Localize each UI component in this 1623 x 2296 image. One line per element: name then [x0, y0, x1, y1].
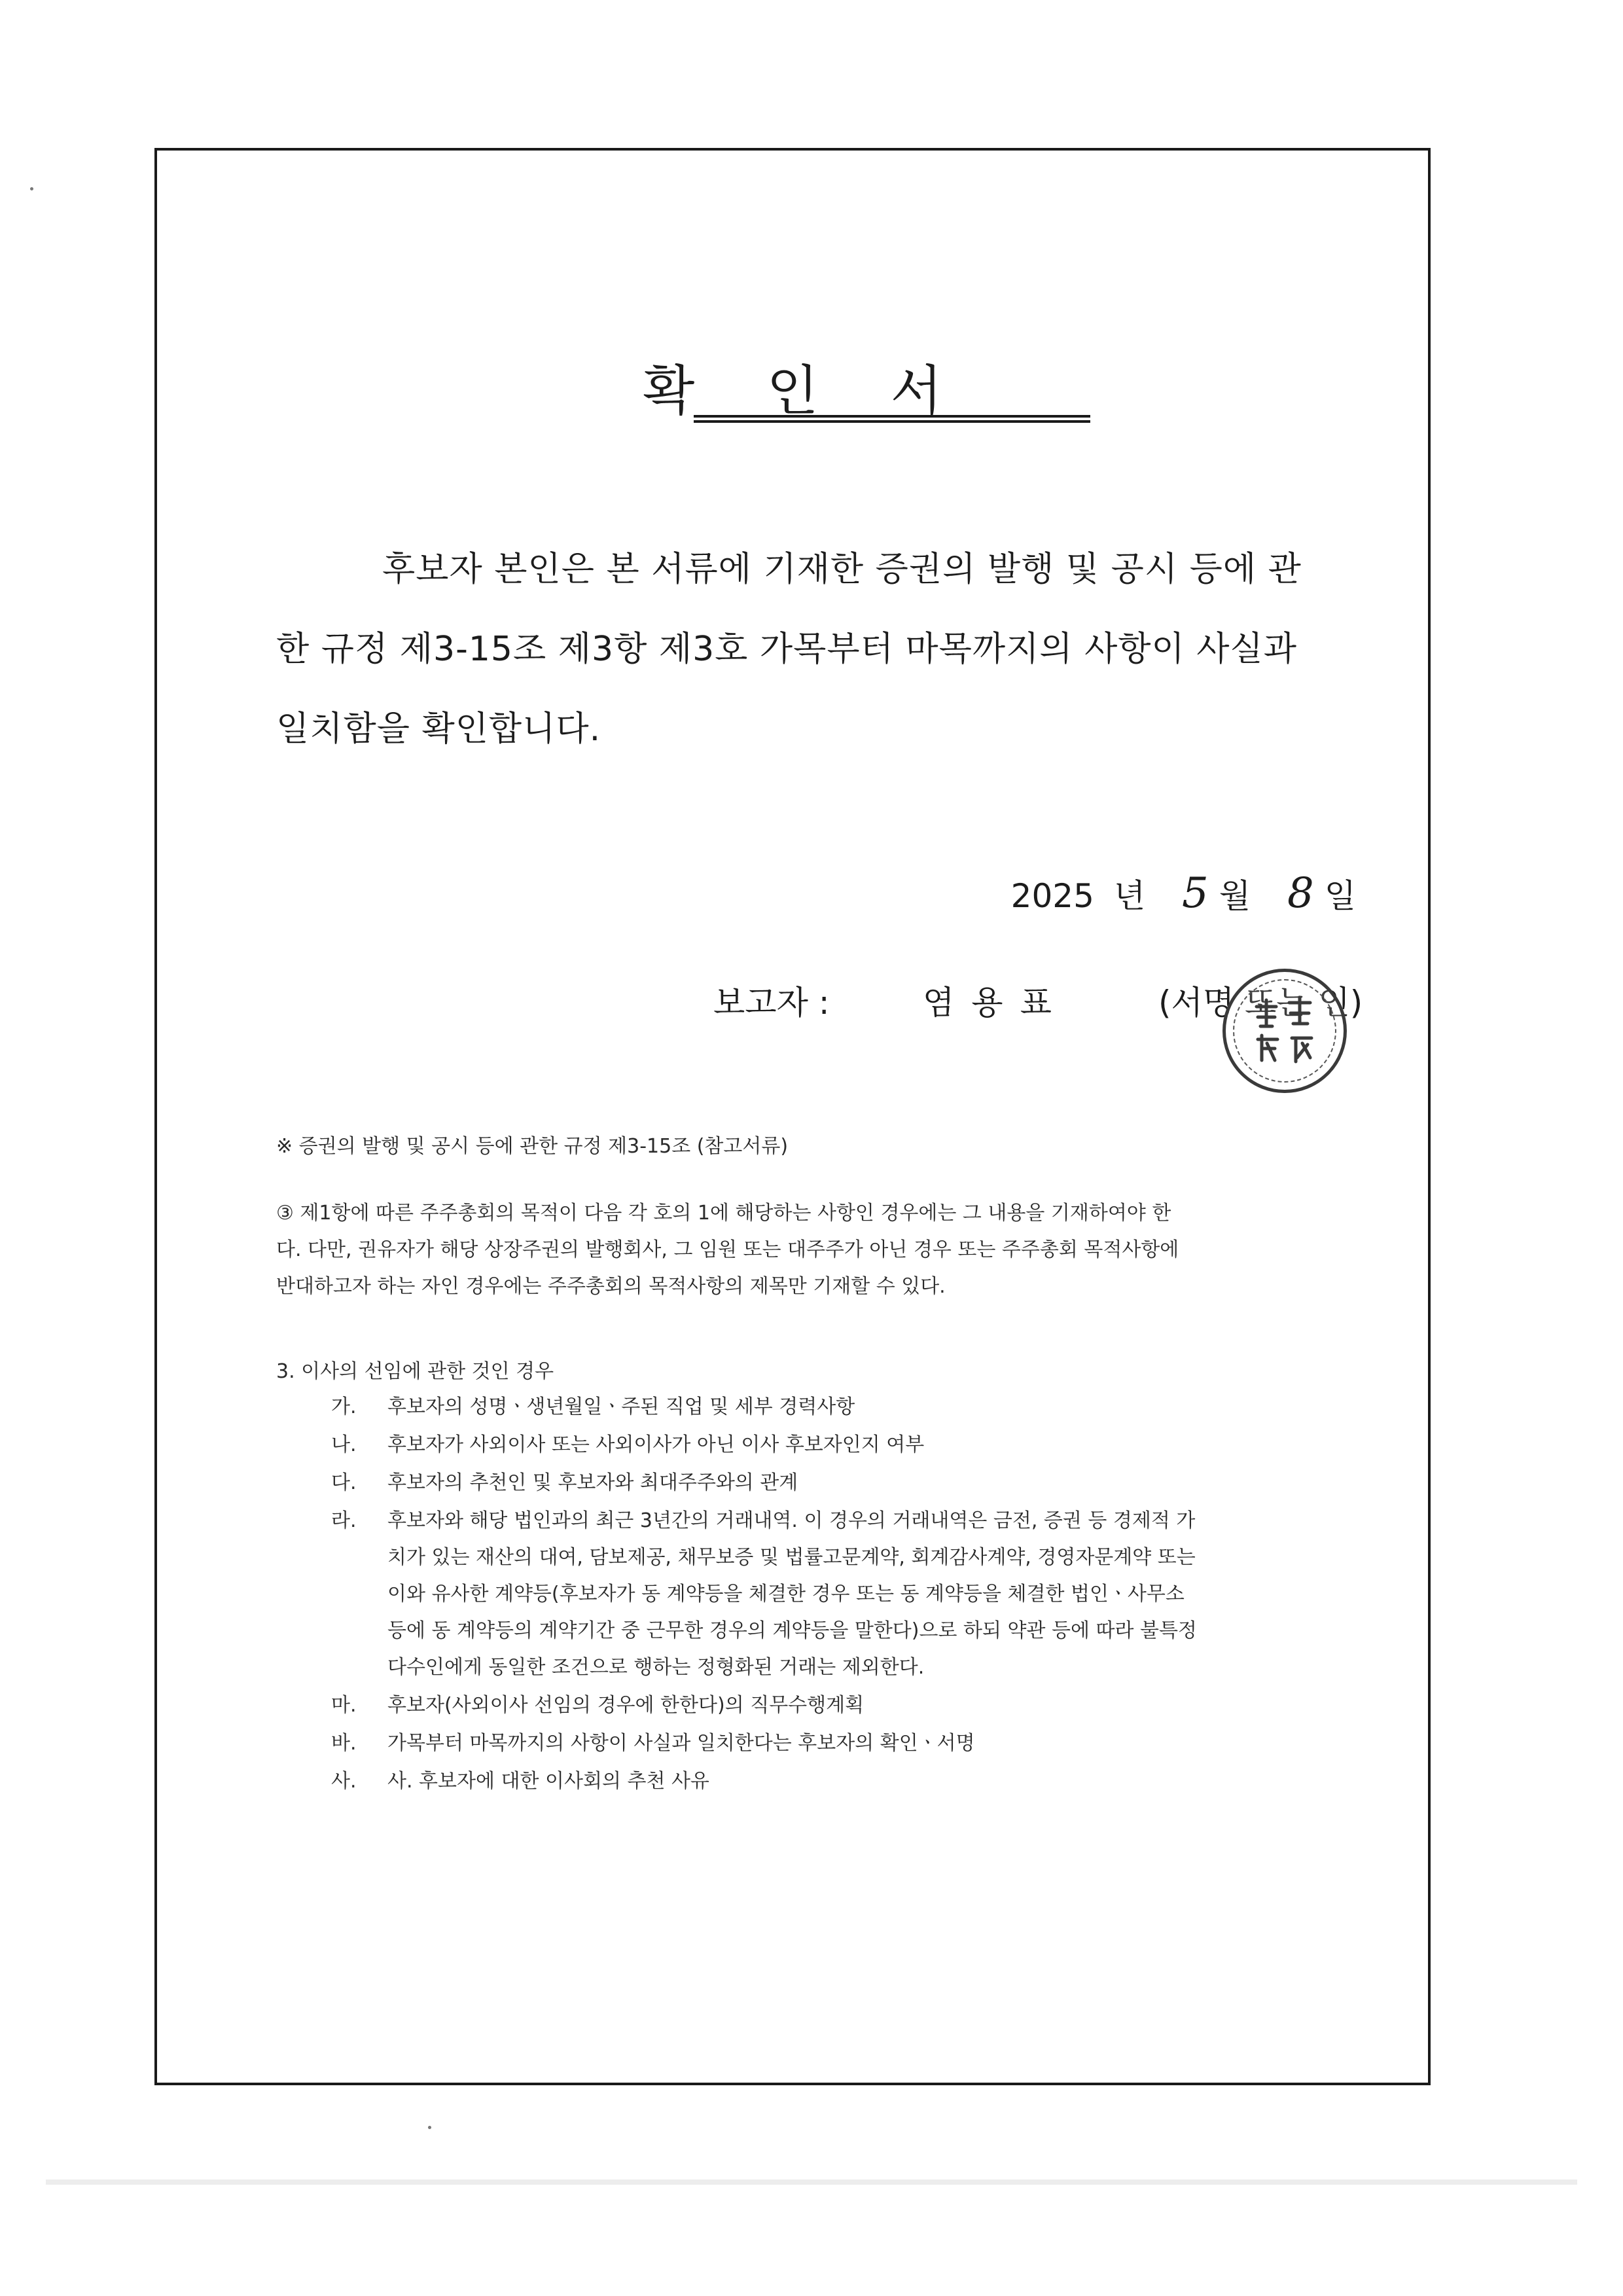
list-item-marker: 사. [331, 1770, 357, 1793]
title-underline [694, 415, 1090, 423]
list-item-marker: 마. [331, 1694, 357, 1717]
scan-bottom-edge [46, 2179, 1577, 2185]
list-item-text-continued: 다수인에게 동일한 조건으로 행하는 정형화된 거래는 제외한다. [387, 1656, 925, 1679]
list-item-text: 후보자와 해당 법인과의 최근 3년간의 거래내역. 이 경우의 거래내역은 금전, 증권 등 경제적 가 [387, 1509, 1196, 1532]
date-day-unit: 일 [1324, 877, 1356, 915]
date-month-handwritten: 5 [1182, 869, 1209, 918]
document-border [154, 148, 1431, 2085]
signature-label: (서명 또는 인) [1158, 984, 1363, 1022]
date-year-unit: 년 [1113, 877, 1146, 915]
scan-speck [428, 2126, 431, 2129]
list-item-marker: 다. [331, 1471, 357, 1494]
date-month-unit: 월 [1219, 877, 1251, 915]
list-item-marker: 나. [331, 1433, 357, 1456]
list-item-text: 가목부터 마목까지의 사항이 사실과 일치한다는 후보자의 확인ㆍ서명 [387, 1732, 975, 1755]
list-item-text: 후보자의 성명ㆍ생년월일ㆍ주된 직업 및 세부 경력사항 [387, 1395, 855, 1418]
seal-stamp-inner [1233, 979, 1336, 1083]
scan-speck [30, 187, 33, 190]
section-3-title: 3. 이사의 선임에 관한 것인 경우 [276, 1360, 554, 1383]
list-item-marker: 라. [331, 1509, 357, 1532]
statement-line-2: 한 규정 제3-15조 제3항 제3호 가목부터 마목까지의 사항이 사실과 [276, 630, 1297, 669]
statement-line-3: 일치함을 확인합니다. [276, 709, 601, 749]
date-line [1011, 869, 1356, 918]
paragraph-line-1: ③ 제1항에 따른 주주총회의 목적이 다음 각 호의 1에 해당하는 사항인 경우에는 그 내용을 기재하여야 한 [276, 1202, 1171, 1225]
list-item-marker: 가. [331, 1395, 357, 1418]
list-item-text-continued: 치가 있는 재산의 대여, 담보제공, 채무보증 및 법률고문계약, 회계감사계약, 경영자문계약 또는 [387, 1546, 1196, 1569]
reference-header-text: ※ 증권의 발행 및 공시 등에 관한 규정 제3-15조 (참고서류) [276, 1135, 789, 1158]
list-item-text-continued: 등에 동 계약등의 계약기간 중 근무한 경우의 계약등을 말한다)으로 하되 약관 등에 따라 불특정 [387, 1619, 1197, 1642]
paragraph-line-3: 반대하고자 하는 자인 경우에는 주주총회의 목적사항의 제목만 기재할 수 있다. [276, 1275, 946, 1298]
reporter-line [713, 977, 1363, 1024]
statement-line-1: 후보자 본인은 본 서류에 기재한 증권의 발행 및 공시 등에 관 [382, 550, 1302, 589]
list-item-text: 사. 후보자에 대한 이사회의 추천 사유 [387, 1770, 709, 1793]
list-item-text: 후보자의 추천인 및 후보자와 최대주주와의 관계 [387, 1471, 798, 1494]
reporter-name: 염용표 [923, 984, 1069, 1022]
list-item-text-continued: 이와 유사한 계약등(후보자가 동 계약등을 체결한 경우 또는 동 계약등을 체결한 법인ㆍ사무소 [387, 1583, 1185, 1605]
list-item-text: 후보자(사외이사 선임의 경우에 한한다)의 직무수행계획 [387, 1694, 865, 1717]
date-day-handwritten: 8 [1287, 869, 1314, 918]
date-year: 2025 [1010, 877, 1094, 915]
seal-stamp [1222, 969, 1347, 1093]
list-item-marker: 바. [331, 1732, 357, 1755]
reporter-label: 보고자 : [713, 984, 830, 1022]
paragraph-line-2: 다. 다만, 권유자가 해당 상장주권의 발행회사, 그 임원 또는 대주주가 아닌 경우 또는 주주총회 목적사항에 [276, 1238, 1179, 1261]
seal-glyphs-icon [1234, 980, 1335, 1081]
list-item-text: 후보자가 사외이사 또는 사외이사가 아닌 이사 후보자인지 여부 [387, 1433, 925, 1456]
document-title: 확 인 서 [643, 360, 970, 422]
